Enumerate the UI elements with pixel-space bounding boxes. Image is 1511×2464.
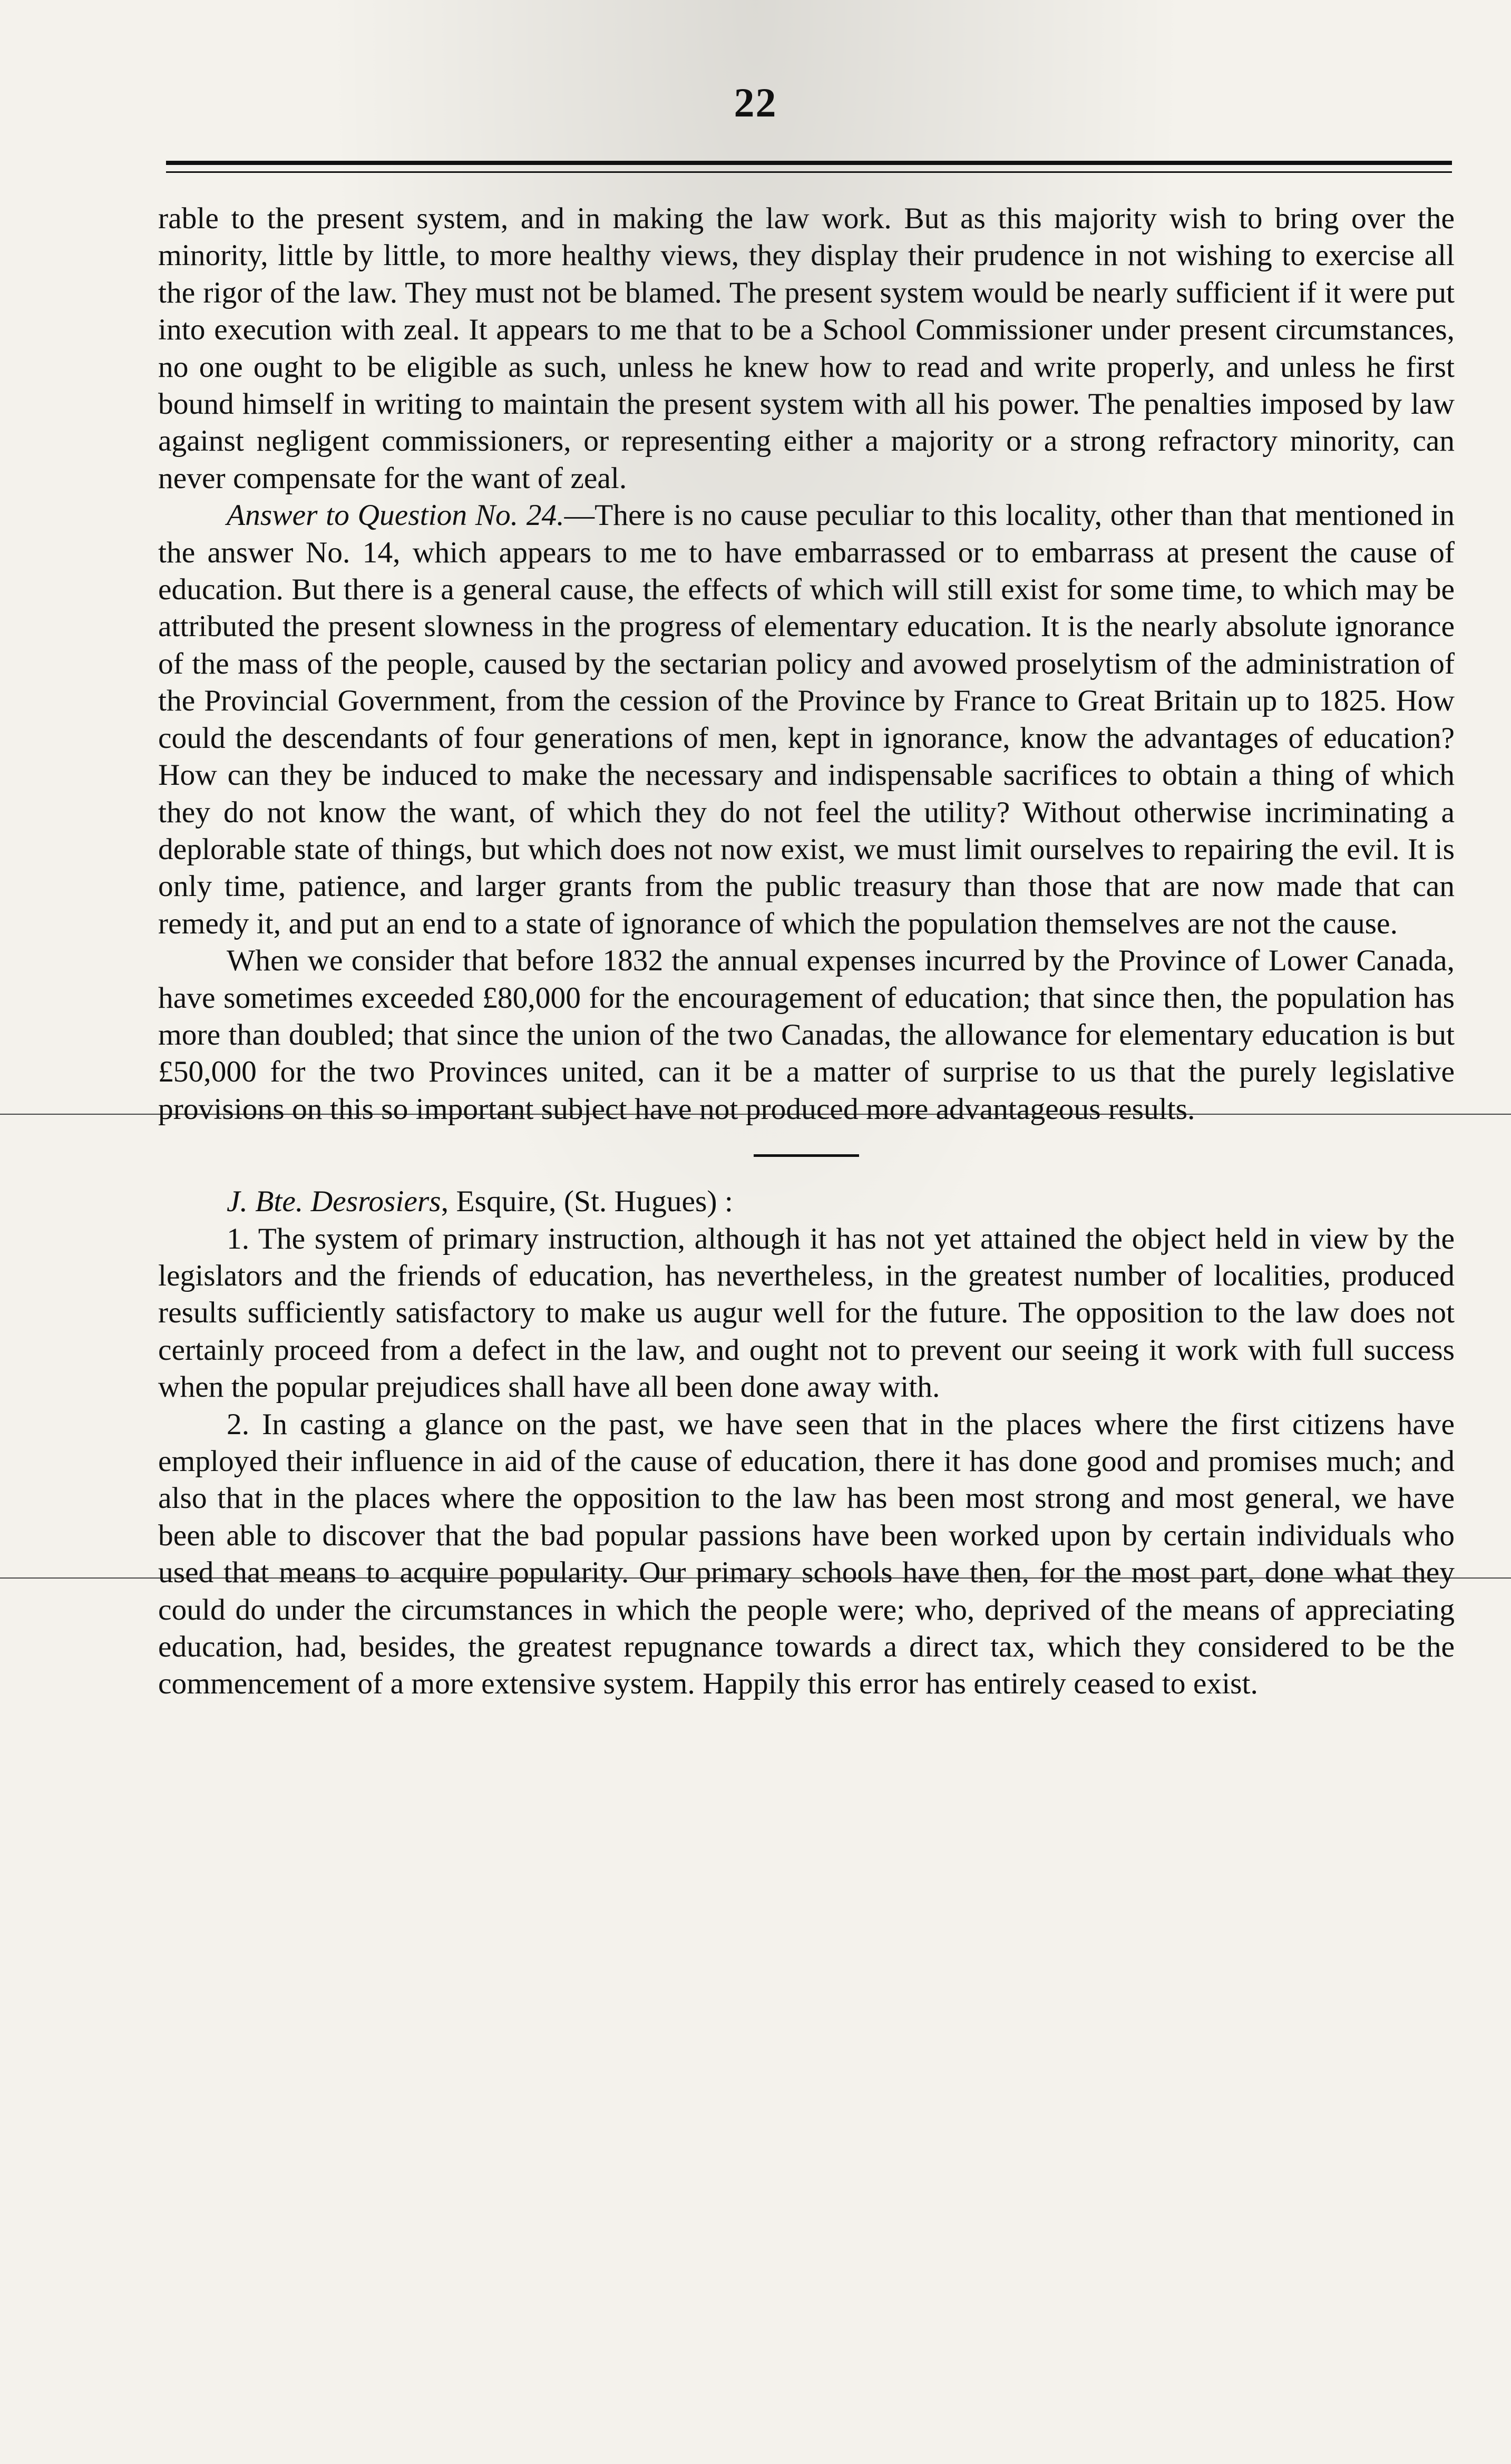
body-text (158, 200, 1455, 1703)
page-number: 22 (734, 80, 777, 125)
paragraph-continuation: rable to the present system, and in making the law work. But as this majority wish to bring over the minority, little by little, to more healthy views, they display their prudence in not wishing to exercise all the rigor of the law. They must not be blamed. The present system would be nearly sufficient if it were put into execution with zeal. It appears to me that to be a School Commissioner under present circumstances, no one ought to be eligible as such, unless he knew how to read and write properly, and unless he first bound himself in writing to maintain the present system with all his power. The penalties imposed by law against negligent commissioners, or representing either a majority or a strong refractory minority, can never compensate for the want of zeal. (158, 202, 1455, 495)
section-divider (754, 1154, 859, 1157)
respondent-name: J. Bte. Desrosiers (227, 1185, 441, 1219)
respondent-heading (158, 1183, 1455, 1220)
numbered-answer-1: 1. The system of primary instruction, although it has not yet attained the object held in view by the legislators and the friends of education, has nevertheless, in the greatest number of localities, produced results sufficiently satisfactory to make us augur well for the future. The opposition to the law does not certainly proceed from a defect in the law, and ought not to prevent our seeing it work with full success when the popular prejudices shall have all been done away with. (158, 1222, 1455, 1404)
paragraph: When we consider that before 1832 the annual expenses incurred by the Province of Lower Canada, have sometimes exceeded £80,000 for the encouragement of education; that since then, the population has more than doubled; that since the union of the two Canadas, the allowance for elementary education is but £50,000 for the two Provinces united, can it be a matter of surprise to us that the purely legislative provisions on this so important subject have not produced more advantageous results. (158, 944, 1455, 1126)
answer-paragraph (158, 497, 1455, 942)
respondent-suffix: , Esquire, (St. Hugues) : (441, 1185, 733, 1219)
header-rule-thick (166, 161, 1452, 165)
header-rule-thin (166, 171, 1452, 173)
answer-text: —There is no cause peculiar to this locality, other than that mentioned in the answer No. 14, which appears to me to have embarrassed or to embarrass at present the cause of education. But there is a general cause, the effects of which will still exist for some time, to which may be attributed the present slowness in the progress of elementary education. It is the nearly absolute ignorance of the mass of the people, caused by the sectarian policy and avowed proselytism of the administration of the Provincial Government, from the cession of the Province by France to Great Britain up to 1825. How could the descendants of four generations of men, kept in ignorance, know the advantages of education? How can they be induced to make the necessary and indispensable sacrifices to obtain a thing of which they do not know the want, of which they do not feel the utility? Without otherwise incriminating a deplorable state of things, but which does not now exist, we must limit ourselves to repairing the evil. It is only time, patience, and larger grants from the public treasury than those that are now made that can remedy it, and put an end to a state of ignorance of which the population themselves are not the cause. (158, 499, 1455, 940)
numbered-answer-2: 2. In casting a glance on the past, we have seen that in the places where the first citizens have employed their influence in aid of the cause of education, there it has done good and promises much; and also that in the places where the opposition to the law has been most strong and most general, we have been able to discover that the bad popular passions have been worked upon by certain individuals who used that means to acquire popularity. Our primary schools have then, for the most part, done what they could do under the circumstances in which the people were; who, deprived of the means of appreciating education, had, besides, the greatest repugnance towards a direct tax, which they considered to be the commencement of a more extensive system. Happily this error has entirely ceased to exist. (158, 1407, 1455, 1701)
question-label: Answer to Question No. 24. (227, 499, 564, 532)
